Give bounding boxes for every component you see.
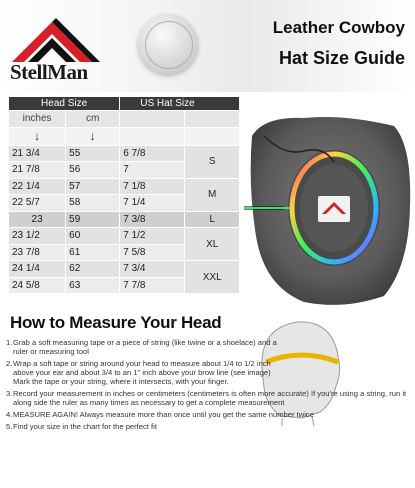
inches-cell: 21 3/4 <box>9 145 66 162</box>
cm-cell: 55 <box>66 145 120 162</box>
medallion-icon <box>138 14 198 74</box>
table-row <box>9 178 240 195</box>
inches-cell: 24 5/8 <box>9 277 66 294</box>
cm-cell: 61 <box>66 244 120 261</box>
cm-cell: 56 <box>66 162 120 179</box>
brand-name: StellMan <box>10 60 88 84</box>
inches-cell: 22 1/4 <box>9 178 66 195</box>
list-item: 3. Record your measurement in inches or centimeters (centimeters is often more accurate) If you're using a string, run it along side the ruler as many times as necessary to get a complete measurement <box>6 389 407 407</box>
us-cell: 7 3/4 <box>120 261 185 278</box>
size-cell: L <box>185 211 240 228</box>
table-row <box>9 228 240 245</box>
inches-cell: 23 <box>9 211 66 228</box>
size-cell: XXL <box>185 261 240 294</box>
inches-cell: 21 7/8 <box>9 162 66 179</box>
us-cell: 7 1/2 <box>120 228 185 245</box>
us-size-header: US Hat Size <box>120 97 240 111</box>
size-cell: S <box>185 145 240 178</box>
header-banner <box>0 0 415 92</box>
us-cell: 7 5/8 <box>120 244 185 261</box>
howto-heading: How to Measure Your Head <box>10 313 222 332</box>
us-cell: 7 3/8 <box>120 211 185 228</box>
us-cell: 7 7/8 <box>120 277 185 294</box>
list-item: 5. Find your size in the chart for the perfect fit <box>6 422 157 431</box>
cm-cell: 63 <box>66 277 120 294</box>
inches-cell: 23 7/8 <box>9 244 66 261</box>
inches-cell: 23 1/2 <box>9 228 66 245</box>
table-row <box>9 145 240 162</box>
table-row <box>9 261 240 278</box>
list-item: 4. MEASURE AGAIN! Always measure more than once until you get the same number twice <box>6 410 314 419</box>
table-header-row <box>9 97 240 111</box>
us-cell: 7 1/4 <box>120 195 185 212</box>
inches-cell: 24 1/4 <box>9 261 66 278</box>
inches-header: inches <box>9 111 66 128</box>
size-table <box>8 96 240 294</box>
us-cell: 7 1/8 <box>120 178 185 195</box>
cm-cell: 59 <box>66 211 120 228</box>
cm-cell: 62 <box>66 261 120 278</box>
table-subheader-row <box>9 111 240 128</box>
us-cell: 7 <box>120 162 185 179</box>
hat-top-view-icon <box>244 96 415 310</box>
down-arrow-icon: ↓ <box>9 127 66 145</box>
size-cell: XL <box>185 228 240 261</box>
howto-steps <box>6 336 411 431</box>
table-arrow-row <box>9 127 240 145</box>
head-size-header: Head Size <box>9 97 120 111</box>
title-line-2: Hat Size Guide <box>278 48 405 68</box>
cm-header: cm <box>66 111 120 128</box>
cm-cell: 57 <box>66 178 120 195</box>
cm-cell: 58 <box>66 195 120 212</box>
size-cell: M <box>185 178 240 211</box>
table-row <box>9 211 240 228</box>
inches-cell: 22 5/7 <box>9 195 66 212</box>
list-item: 1. Grab a soft measuring tape or a piece of string (like twine or a shoelace) and a ruler or measuring tool <box>6 338 277 356</box>
down-arrow-icon: ↓ <box>66 127 120 145</box>
us-cell: 6 7/8 <box>120 145 185 162</box>
title-line-1: Leather Cowboy <box>272 18 405 37</box>
cm-cell: 60 <box>66 228 120 245</box>
list-item: 2. Wrap a soft tape or string around your head to measure about 1/4 to 1/2 inch above your ear and about 3/4 to an 1" inch above your brow line (see image) Mark the tape or your string, where it intersects, with your finger. <box>6 359 271 386</box>
